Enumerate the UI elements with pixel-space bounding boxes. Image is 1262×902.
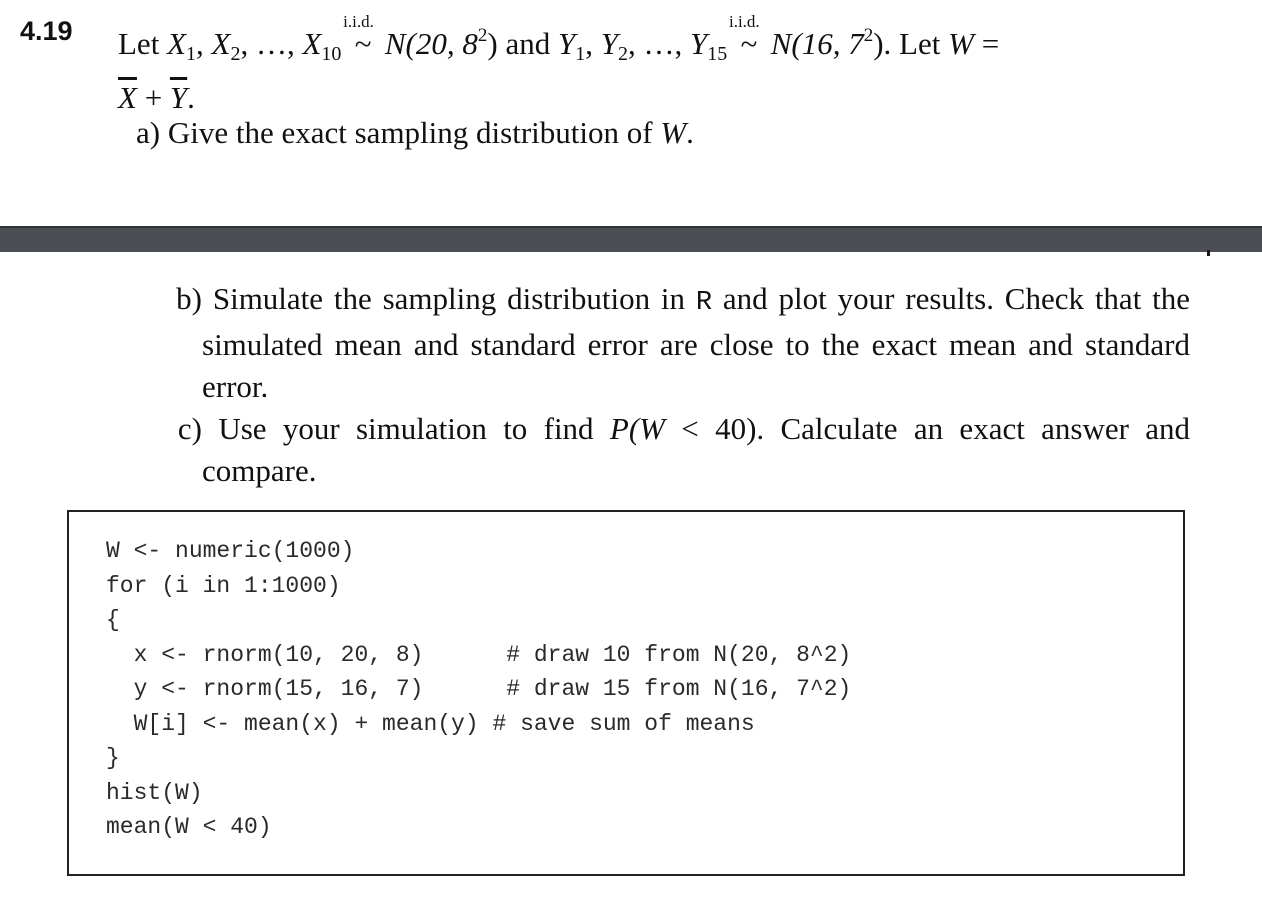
code-line: mean(W < 40) <box>106 814 272 840</box>
part-b-text-2: and plot your results. Check that the simulated mean and standard error are close to the exact mean and standard error. <box>202 281 1191 404</box>
ellipsis: … <box>643 26 675 61</box>
part-b-label: b) <box>176 281 202 316</box>
comma: , <box>196 26 204 61</box>
part-b <box>150 278 1190 408</box>
y-distribution: N(16, 7 <box>770 26 864 61</box>
ellipsis: … <box>255 26 287 61</box>
x-variable-2: X <box>211 26 231 61</box>
page-divider <box>0 226 1262 252</box>
y-variable-2: Y <box>600 26 618 61</box>
comma: , <box>674 26 683 61</box>
part-b-text-1: Simulate the sampling distribution in <box>212 281 686 316</box>
code-line: x <- rnorm(10, 20, 8) # draw 10 from N(20, 8^2) <box>106 641 852 668</box>
tilde-symbol: ~ <box>354 26 372 61</box>
w-variable: W <box>948 26 974 61</box>
part-c-label: c) <box>177 411 202 446</box>
part-a-variable: W <box>660 115 687 150</box>
y-bar: $\overline{Y}$ <box>169 80 188 115</box>
part-b-text <box>202 278 1190 408</box>
x-subscript-n: 10 <box>321 43 342 65</box>
let-word: Let <box>118 26 160 61</box>
statement-period: . <box>187 80 195 115</box>
x-distribution-close: ) and <box>487 26 551 61</box>
equals-sign: = <box>981 26 1000 61</box>
code-line: y <- rnorm(15, 16, 7) # draw 15 from N(16, 7^2) <box>106 676 852 702</box>
iid-tilde-y <box>728 12 763 66</box>
y-variable-1: Y <box>557 26 576 61</box>
code-line: for (i in 1:1000) <box>106 572 341 599</box>
code-line: W[i] <- mean(x) + mean(y) # save sum of means <box>106 710 755 737</box>
comma: , <box>627 26 636 61</box>
code-line: W <- numeric(1000) <box>106 538 355 564</box>
x-subscript-1: 1 <box>186 43 196 65</box>
probability-rest: < 40). Calculate an exact answer and compare. <box>202 411 1191 488</box>
code-block <box>106 534 851 845</box>
iid-label: i.i.d. <box>728 12 760 31</box>
parts-list <box>150 278 1190 492</box>
tilde-symbol: ~ <box>740 26 758 61</box>
part-c-variable: W <box>639 411 665 446</box>
comma: , <box>286 26 295 61</box>
y-subscript-1: 1 <box>575 43 586 65</box>
code-line: } <box>106 745 120 771</box>
x-variable-1: X <box>167 26 186 61</box>
y-subscript-n: 15 <box>707 43 728 65</box>
plus-sign: + <box>144 80 163 115</box>
part-c-text-1: Use your simulation to find <box>218 411 594 446</box>
code-line: hist(W) <box>106 779 203 806</box>
iid-tilde-x <box>343 12 377 66</box>
code-line: { <box>106 607 120 633</box>
probability-open: P( <box>609 411 640 446</box>
part-a-end: . <box>686 115 694 150</box>
part-a-label: a) <box>136 115 161 150</box>
x-distribution: N(20, 8 <box>384 26 478 61</box>
y-variable-n: Y <box>689 26 708 61</box>
code-box <box>67 510 1185 876</box>
y-distribution-close: ). Let <box>873 26 941 61</box>
divider-tick <box>1207 250 1210 256</box>
problem-statement <box>118 14 1248 120</box>
part-c-text <box>202 408 1190 492</box>
comma: , <box>240 26 249 61</box>
part-a <box>136 111 694 155</box>
iid-label: i.i.d. <box>343 12 374 31</box>
problem-number: 4.19 <box>20 16 73 46</box>
x-distribution-exponent: 2 <box>477 25 488 46</box>
y-distribution-exponent: 2 <box>863 25 874 46</box>
part-c <box>150 408 1190 492</box>
comma: , <box>585 26 593 61</box>
y-subscript-2: 2 <box>617 43 628 65</box>
part-a-text: Give the exact sampling distribution of <box>167 115 653 150</box>
x-subscript-2: 2 <box>230 43 241 65</box>
x-bar: $\overline{X}$ <box>118 80 137 115</box>
x-variable-n: X <box>302 26 322 61</box>
r-language-name: R <box>695 288 713 318</box>
